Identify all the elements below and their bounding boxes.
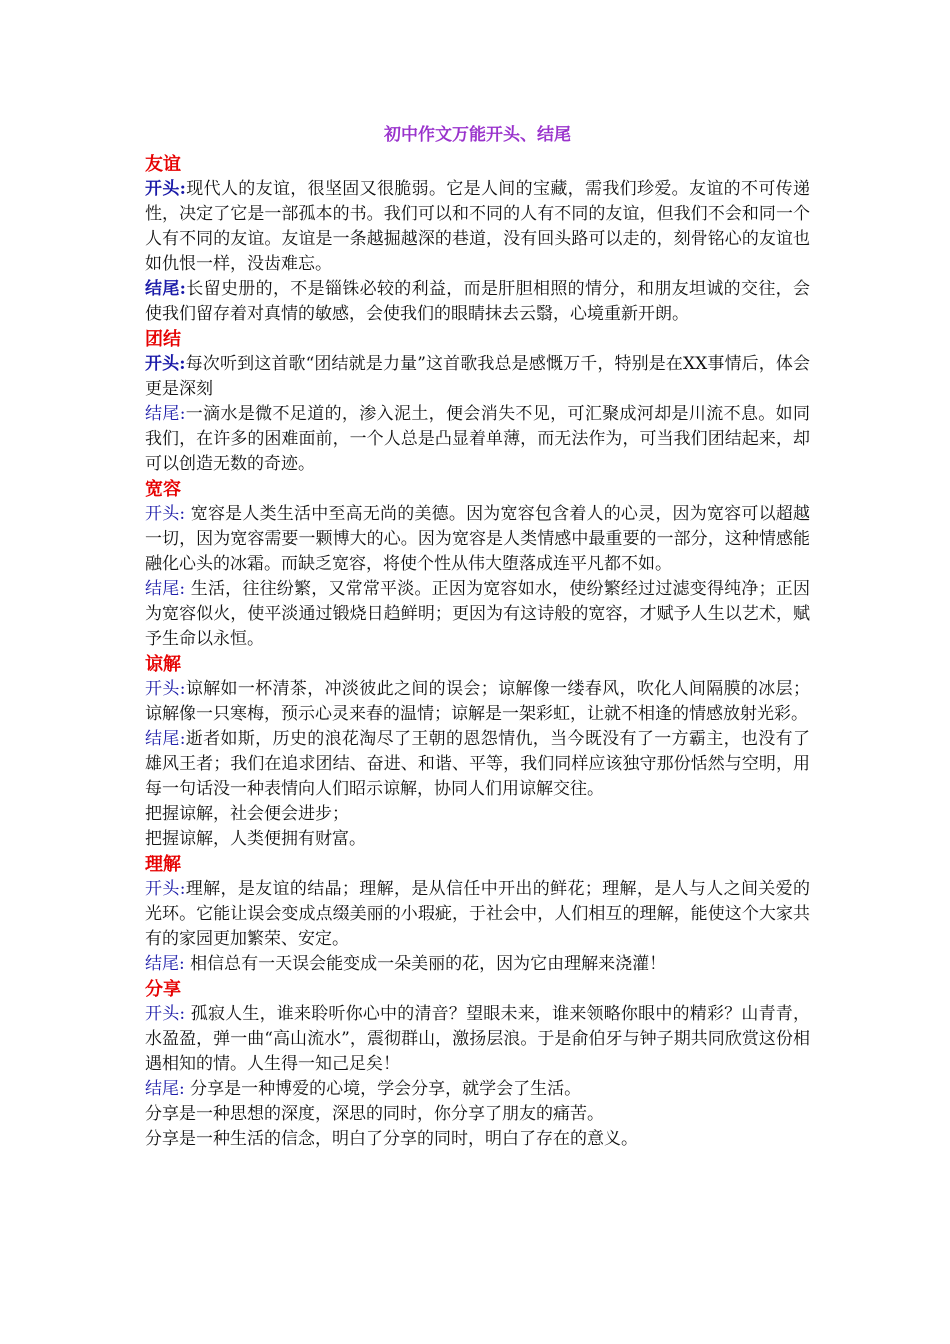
extra-line: 分享是一种生活的信念，明白了分享的同时，明白了存在的意义。 [145,1129,638,1149]
opening-text: 谅解如一杯清茶，冲淡彼此之间的误会；谅解像一缕春风，吹化人间隔膜的冰层；谅解像一只寒梅，预示心灵来春的温情；谅解是一架彩虹，让就不相逢的情感放射光彩。 [145,679,811,724]
opening-text: 理解，是友谊的结晶；理解，是从信任中开出的鲜花；理解，是人与人之间关爱的光环。它能让误会变成点缀美丽的小瑕疵，于社会中，人们相互的理解，能使这个大家共有的家园更加繁荣、安定。 [145,879,811,949]
opening-text: 孤寂人生，谁来聆听你心中的清音？望眼未来，谁来领略你眼中的精彩？山青青，水盈盈，弹一曲“高山流水”，震彻群山，激扬层浪。于是俞伯牙与钟子期共同欣赏这份相遇相知的情。人生得一知己足矣！ [145,1004,811,1074]
ending-text: 一滴水是微不足道的，渗入泥土，便会消失不见，可汇聚成河却是川流不息。如同我们，在许多的困难面前，一个人总是凸显着单薄，而无法作为，可当我们团结起来，却可以创造无数的奇迹。 [145,404,811,474]
ending-paragraph [145,1077,810,1102]
ending-label: 结尾: [145,954,185,974]
opening-paragraph [145,1002,810,1077]
ending-text: 长留史册的，不是锱铢必较的利益，而是肝胆相照的情分，和朋友坦诚的交往，会使我们留存着对真情的敏感，会使我们的眼睛抹去云翳，心境重新开朗。 [145,279,811,324]
ending-text: 生活，往往纷繁，又常常平淡。正因为宽容如水，使纷繁经过过滤变得纯净；正因为宽容似火，使平淡通过锻烧日趋鲜明；更因为有这诗般的宽容，才赋予人生以艺术，赋予生命以永恒。 [145,579,811,649]
extra-line: 分享是一种思想的深度，深思的同时，你分享了朋友的痛苦。 [145,1104,604,1124]
extra-line: 把握谅解，人类便拥有财富。 [145,829,366,849]
ending-paragraph [145,577,810,652]
ending-text: 逝者如斯，历史的浪花淘尽了王朝的恩怨情仇，当今既没有了一方霸主，也没有了雄风王者；我们在追求团结、奋进、和谐、平等，我们同样应该独守那份恬然与空明，用每一句话没一种表情向人们昭示谅解，协同人们用谅解交往。 [145,729,811,799]
opening-label: 开头: [145,679,186,699]
section-heading-tolerance: 宽容 [145,479,181,500]
opening-label: 开头: [145,504,186,524]
opening-paragraph [145,352,810,402]
section-heading-forgiveness: 谅解 [145,654,181,675]
opening-paragraph [145,177,810,277]
ending-label: 结尾: [145,279,186,299]
section-heading-unity: 团结 [145,329,181,350]
opening-text: 现代人的友谊，很坚固又很脆弱。它是人间的宝藏，需我们珍爱。友谊的不可传递性，决定了它是一部孤本的书。我们可以和不同的人有不同的友谊，但我们不会和同一个人有不同的友谊。友谊是一条越掘越深的巷道，没有回头路可以走的，刻骨铭心的友谊也如仇恨一样，没齿难忘。 [145,179,811,274]
ending-label: 结尾: [145,404,186,424]
ending-text: 相信总有一天误会能变成一朵美丽的花，因为它由理解来浇灌！ [184,954,667,974]
opening-label: 开头: [145,354,186,374]
section-heading-sharing: 分享 [145,979,181,1000]
opening-paragraph [145,677,810,727]
ending-label: 结尾: [145,1079,185,1099]
ending-paragraph [145,402,810,477]
ending-label: 结尾: [145,729,186,749]
opening-label: 开头: [145,179,186,199]
opening-text: 每次听到这首歌“团结就是力量”这首歌我总是感慨万千，特别是在XX事情后，体会更是深刻 [145,354,810,399]
opening-paragraph [145,877,810,952]
ending-label: 结尾: [145,579,186,599]
page-title: 初中作文万能开头、结尾 [384,125,571,145]
section-heading-understanding: 理解 [145,854,181,875]
ending-paragraph [145,952,810,977]
opening-label: 开头: [145,1004,186,1024]
opening-text: 宽容是人类生活中至高无尚的美德。因为宽容包含着人的心灵，因为宽容可以超越一切，因为宽容需要一颗博大的心。因为宽容是人类情感中最重要的一部分，这种情感能融化心头的冰霜。而缺乏宽容，将使个性从伟大堕落成连平凡都不如。 [145,504,811,574]
ending-text: 分享是一种博爱的心境，学会分享，就学会了生活。 [184,1079,582,1099]
ending-paragraph [145,727,810,802]
opening-paragraph [145,502,810,577]
extra-line: 把握谅解，社会便会进步； [145,804,349,824]
section-heading-friendship: 友谊 [145,154,181,175]
ending-paragraph [145,277,810,327]
opening-label: 开头: [145,879,186,899]
